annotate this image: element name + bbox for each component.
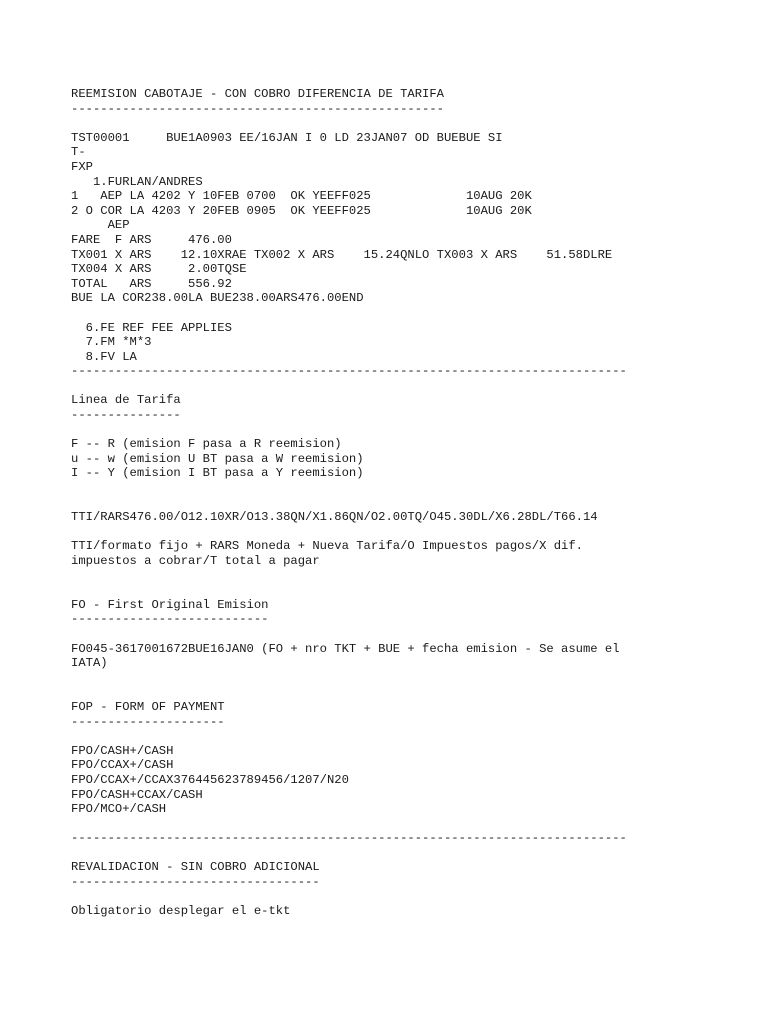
text-line	[71, 817, 751, 832]
text-line: FPO/CASH+/CASH	[71, 743, 174, 758]
text-line: ----------------------------------	[71, 875, 320, 890]
document-page	[71, 87, 751, 919]
text-line: FPO/CCAX+/CASH	[71, 758, 174, 773]
text-line: FARE F ARS 476.00	[71, 232, 232, 247]
text-line	[71, 890, 751, 905]
text-line: F -- R (emision F pasa a R reemision)	[71, 437, 342, 452]
text-line: REEMISION CABOTAJE - CON COBRO DIFERENCIA DE TARIFA	[71, 87, 444, 101]
text-line	[71, 627, 751, 642]
text-line: I -- Y (emision I BT pasa a Y reemision)	[71, 466, 364, 481]
text-line	[71, 481, 751, 496]
text-line	[71, 846, 751, 861]
text-line: ----------------------------------------------------------------------------	[71, 831, 627, 846]
text-line	[71, 423, 751, 438]
text-line	[71, 583, 751, 598]
text-line: TTI/formato fijo + RARS Moneda + Nueva Tarifa/O Impuestos pagos/X dif.	[71, 539, 583, 554]
text-line: 8.FV LA	[71, 349, 137, 364]
text-line: TTI/RARS476.00/O12.10XR/O13.38QN/X1.86QN/O2.00TQ/O45.30DL/X6.28DL/T66.14	[71, 510, 598, 525]
text-line: BUE LA COR238.00LA BUE238.00ARS476.00END	[71, 291, 364, 306]
text-line: FO045-3617001672BUE16JAN0 (FO + nro TKT + BUE + fecha emision - Se asume el	[71, 641, 620, 656]
text-line: REVALIDACION - SIN COBRO ADICIONAL	[71, 860, 320, 875]
text-line	[71, 525, 751, 540]
text-line	[71, 379, 751, 394]
text-line: T-	[71, 145, 86, 160]
text-line: 7.FM *M*3	[71, 335, 152, 350]
text-line: u -- w (emision U BT pasa a W reemision)	[71, 451, 364, 466]
text-line: ---------------------------------------------------	[71, 101, 444, 116]
text-line	[71, 116, 751, 131]
text-line: FO - First Original Emision	[71, 597, 269, 612]
text-line: 1 AEP LA 4202 Y 10FEB 0700 OK YEEFF025 10AUG 20K	[71, 189, 532, 204]
text-line: ----------------------------------------------------------------------------	[71, 364, 627, 379]
text-line	[71, 685, 751, 700]
text-line	[71, 569, 751, 584]
text-line: FXP	[71, 159, 93, 174]
text-line: Obligatorio desplegar el e-tkt	[71, 904, 291, 919]
text-line: ---------------------	[71, 714, 225, 729]
text-line: TX004 X ARS 2.00TQSE	[71, 262, 247, 277]
text-line: 2 O COR LA 4203 Y 20FEB 0905 OK YEEFF025 10AUG 20K	[71, 203, 532, 218]
text-line: AEP	[71, 218, 130, 233]
text-line: FOP - FORM OF PAYMENT	[71, 699, 225, 714]
text-line: FPO/CCAX+/CCAX376445623789456/1207/N20	[71, 772, 349, 787]
text-line	[71, 729, 751, 744]
text-line: 6.FE REF FEE APPLIES	[71, 320, 232, 335]
text-line: ---------------	[71, 408, 181, 423]
text-line: TST00001 BUE1A0903 EE/16JAN I 0 LD 23JAN07 OD BUEBUE SI	[71, 130, 503, 145]
text-line: TX001 X ARS 12.10XRAE TX002 X ARS 15.24QNLO TX003 X ARS 51.58DLRE	[71, 247, 613, 262]
text-line: FPO/MCO+/CASH	[71, 802, 167, 817]
text-line	[71, 306, 751, 321]
text-line: TOTAL ARS 556.92	[71, 276, 232, 291]
document-text	[71, 87, 751, 919]
text-line: FPO/CASH+CCAX/CASH	[71, 787, 203, 802]
text-line	[71, 671, 751, 686]
text-line: 1.FURLAN/ANDRES	[71, 174, 203, 189]
text-line	[71, 496, 751, 511]
text-line: IATA)	[71, 656, 108, 671]
text-line: ---------------------------	[71, 612, 269, 627]
text-line: impuestos a cobrar/T total a pagar	[71, 554, 320, 568]
text-line: Linea de Tarifa	[71, 393, 181, 408]
